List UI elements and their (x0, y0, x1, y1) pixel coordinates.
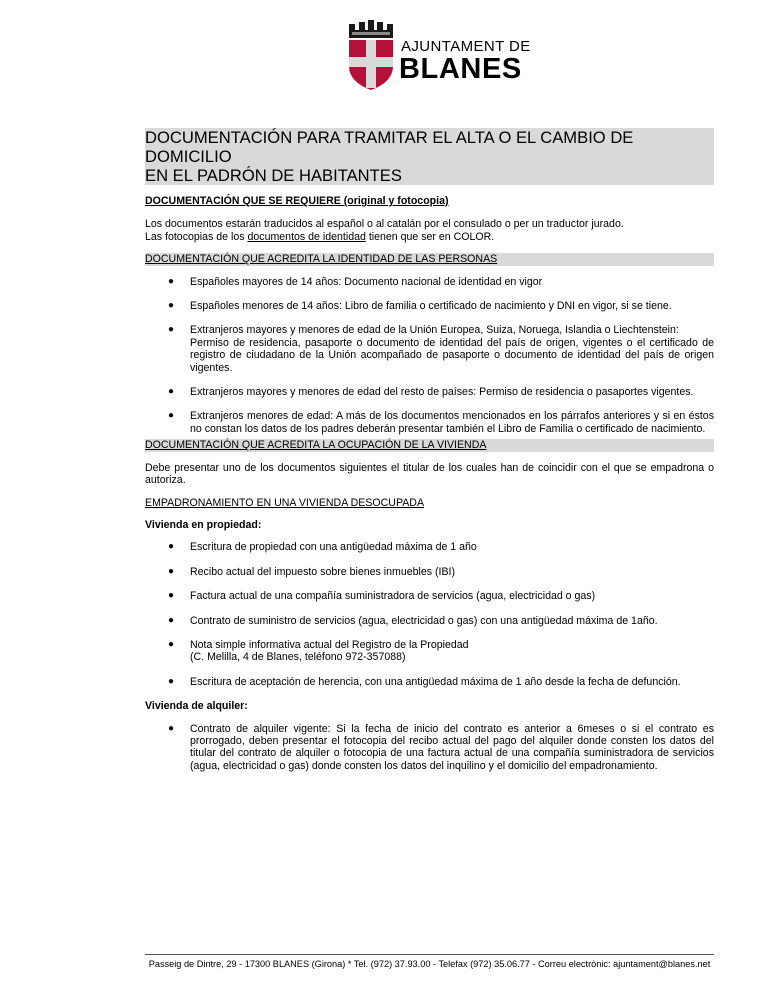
rented-dwelling-list (145, 723, 714, 773)
required-docs-heading: DOCUMENTACIÓN QUE SE REQUIERE (original y fotocopia) (145, 195, 449, 207)
identity-section-heading: DOCUMENTACIÓN QUE ACREDITA LA IDENTIDAD DE LAS PERSONAS (145, 253, 714, 265)
logo-text-blanes: BLANES (399, 53, 522, 85)
empty-dwelling-heading: EMPADRONAMIENTO EN UNA VIVIENDA DESOCUPADA (145, 496, 425, 509)
list-item: ● Escritura de aceptación de herencia, con una antigüedad máxima de 1 año desde la fecha de defunción. (168, 675, 681, 688)
rented-dwelling-heading: Vivienda de alquiler: (145, 700, 248, 713)
occupation-paragraph: Debe presentar uno de los documentos siguientes el titular de los cuales han de coincidir con el que se empadrona o autoriza. (145, 461, 714, 487)
bullet-icon: ● (168, 541, 175, 553)
identity-docs-link: documentos de identidad (247, 230, 366, 243)
title-line-1: DOCUMENTACIÓN PARA TRAMITAR EL ALTA O EL CAMBIO DE DOMICILIO (145, 128, 634, 166)
intro-line-1: Los documentos estarán traducidos al español o al catalán por el consulado o per un traductor jurado. (145, 218, 624, 231)
title-line-2: EN EL PADRÓN DE HABITANTES (145, 166, 402, 185)
coat-of-arms-icon (343, 20, 399, 92)
owned-dwelling-heading: Vivienda en propiedad: (145, 518, 262, 531)
owned-dwelling-list (145, 541, 714, 688)
list-item: ● Factura actual de una compañía suministradora de servicios (agua, electricidad o gas) (168, 590, 596, 603)
intro-line-2b: tienen que ser en COLOR. (365, 230, 495, 243)
document-title (145, 128, 714, 185)
occupation-section-heading: DOCUMENTACIÓN QUE ACREDITA LA OCUPACIÓN DE LA VIVIENDA (145, 439, 714, 451)
bullet-icon: ● (168, 614, 175, 626)
document-body (145, 128, 714, 784)
list-item: ● Escritura de propiedad con una antigüedad máxima de 1 año (168, 541, 477, 554)
list-item: ● Recibo actual del impuesto sobre bienes inmuebles (IBI) (168, 565, 455, 578)
bullet-icon: ● (168, 300, 175, 312)
list-item: ● Extranjeros menores de edad: A más de los documentos mencionados en los párrafos anteriores y si en éstos no constan los datos de los padres deberán presentar también el Libro de Familia o certificado de nacimiento. (168, 410, 714, 435)
intro-line-2a: Las fotocopias de los (145, 230, 248, 243)
ajuntament-logo (343, 20, 533, 90)
bullet-icon: ● (168, 590, 175, 602)
list-item: ● Españoles mayores de 14 años: Documento nacional de identidad en vigor (168, 275, 543, 288)
list-item: ● Contrato de alquiler vigente: Si la fecha de inicio del contrato es anterior a 6meses o si el contrato es prorrogado, deben presentar el fotocopia del recibo actual del pago del alquiler donde consten los datos del titular del contrato de alquiler o fotocopia de una factura actual de una compañía suministradora de servicios (agua, electricidad o gas) donde consten los datos del inquilino y el domicilio del empadronamiento. (168, 722, 714, 772)
identity-list (145, 276, 714, 436)
bullet-icon: ● (168, 722, 175, 734)
list-item: ● Extranjeros mayores y menores de edad del resto de países: Permiso de residencia o pasaportes vigentes. (168, 386, 694, 399)
footer-address: Passeig de Dintre, 29 - 17300 BLANES (Girona) * Tel. (972) 37.93.00 - Telefax (972) 35.06.77 - Correu electrònic: ajuntament@blanes.net (148, 959, 711, 969)
intro-paragraph (145, 218, 714, 243)
list-item: ● Contrato de suministro de servicios (agua, electricidad o gas) con una antigüedad máxima de 1año. (168, 614, 658, 627)
bullet-icon: ● (168, 565, 175, 577)
list-item: ● Nota simple informativa actual del Registro de la Propiedad (C. Melilla, 4 de Blanes, teléfono 972-357088) (168, 638, 469, 664)
list-item: ● Extranjeros mayores y menores de edad de la Unión Europea, Suiza, Noruega, Islandia o Liechtenstein: Permiso de residencia, pasaporte o documento de identidad del país de origen, vigentes o el certificado de registro de ciudadano de la Unión acompañado de pasaporte o documento de identidad del país de origen vigentes. (168, 324, 714, 374)
bullet-icon: ● (168, 324, 175, 336)
bullet-icon: ● (168, 386, 175, 398)
bullet-icon: ● (168, 410, 175, 422)
bullet-icon: ● (168, 275, 175, 287)
bullet-icon: ● (168, 638, 175, 650)
logo-text-top: AJUNTAMENT DE (401, 38, 531, 55)
list-item: ● Españoles menores de 14 años: Libro de familia o certificado de nacimiento y DNI en vigor, si se tiene. (168, 300, 672, 313)
footer-divider (145, 954, 714, 955)
bullet-icon: ● (168, 675, 175, 687)
